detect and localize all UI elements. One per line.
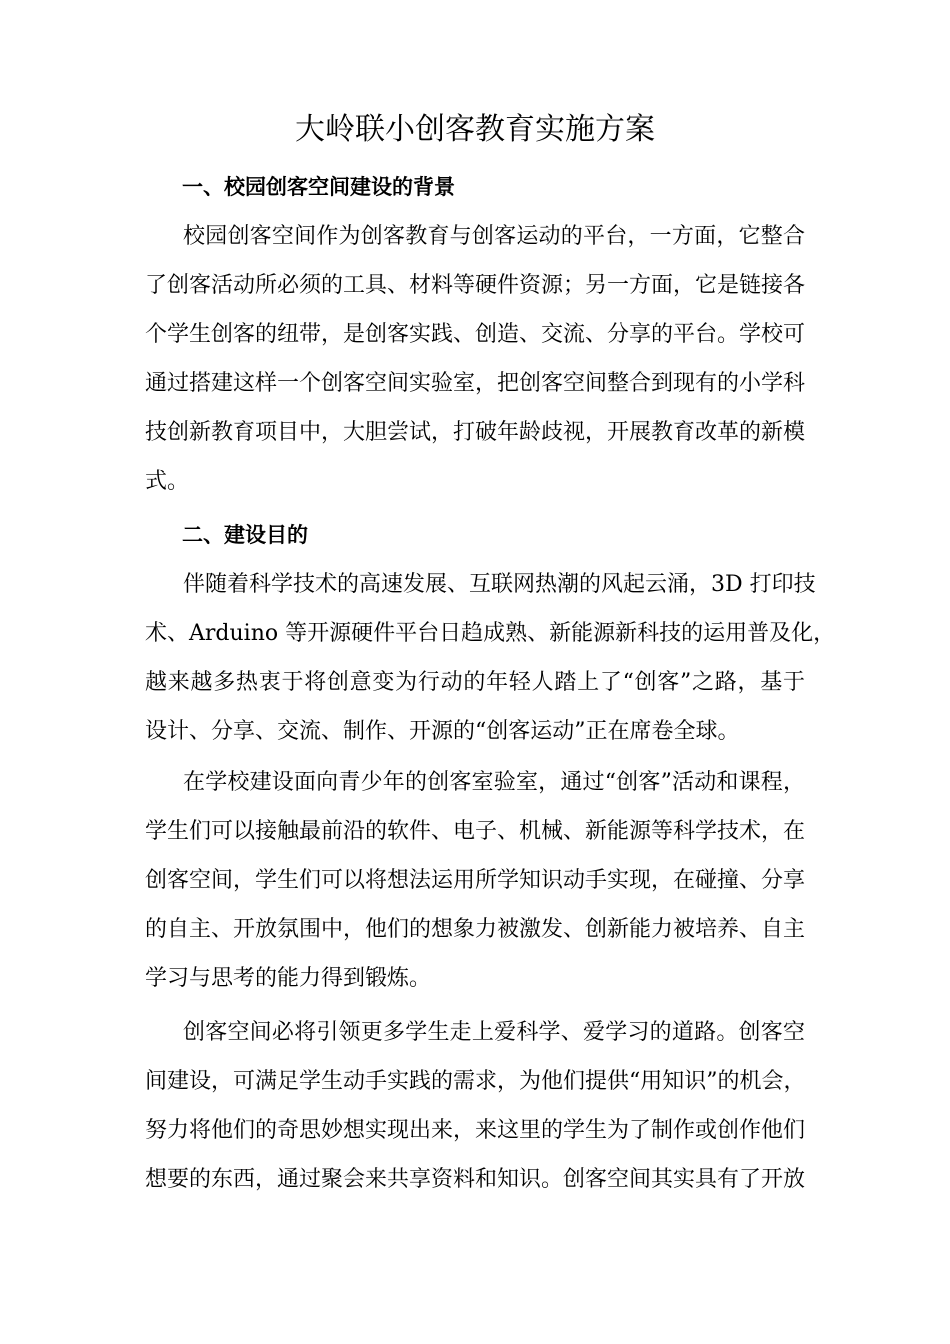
paragraph-line: 式。	[145, 469, 190, 494]
paragraph-line: 伴随着科学技术的高速发展、互联网热潮的风起云涌，3D 打印技	[183, 572, 816, 597]
paragraph-line: 努力将他们的奇思妙想实现出来，来这里的学生为了制作或创作他们	[145, 1118, 806, 1143]
paragraph-purpose-2	[145, 758, 805, 1003]
section-heading-purpose: 二、建设目的	[182, 523, 308, 547]
paragraph-line: 在学校建设面向青少年的创客室验室，通过“创客”活动和课程，	[183, 770, 805, 795]
paragraph-purpose-1	[145, 560, 836, 756]
paragraph-purpose-3	[145, 1008, 805, 1204]
document-title: 大岭联小创客教育实施方案	[295, 112, 655, 147]
paragraph-line: 术、Arduino 等开源硬件平台日趋成熟、新能源新科技的运用普及化，	[145, 621, 836, 646]
paragraph-line: 通过搭建这样一个创客空间实验室，把创客空间整合到现有的小学科	[145, 371, 806, 396]
section-heading-background: 一、校园创客空间建设的背景	[182, 175, 455, 199]
paragraph-line: 想要的东西，通过聚会来共享资料和知识。创客空间其实具有了开放	[145, 1167, 806, 1192]
paragraph-background	[145, 212, 805, 506]
paragraph-line: 创客空间必将引领更多学生走上爱科学、爱学习的道路。创客空	[183, 1020, 805, 1045]
paragraph-line: 个学生创客的纽带，是创客实践、创造、交流、分享的平台。学校可	[145, 322, 806, 347]
paragraph-line: 间建设，可满足学生动手实践的需求，为他们提供“用知识”的机会，	[145, 1069, 806, 1094]
paragraph-line: 技创新教育项目中，大胆尝试，打破年龄歧视，开展教育改革的新模	[145, 420, 806, 445]
paragraph-line: 学生们可以接触最前沿的软件、电子、机械、新能源等科学技术，在	[145, 819, 806, 844]
paragraph-line: 校园创客空间作为创客教育与创客运动的平台，一方面，它整合	[183, 224, 805, 249]
paragraph-line: 设计、分享、交流、制作、开源的“创客运动”正在席卷全球。	[145, 719, 740, 744]
paragraph-line: 的自主、开放氛围中，他们的想象力被激发、创新能力被培养、自主	[145, 917, 806, 942]
paragraph-line: 创客空间，学生们可以将想法运用所学知识动手实现，在碰撞、分享	[145, 868, 806, 893]
paragraph-line: 学习与思考的能力得到锻炼。	[145, 966, 432, 991]
paragraph-line: 越来越多热衷于将创意变为行动的年轻人踏上了“创客”之路，基于	[145, 670, 805, 695]
paragraph-line: 了创客活动所必须的工具、材料等硬件资源；另一方面，它是链接各	[145, 273, 806, 298]
